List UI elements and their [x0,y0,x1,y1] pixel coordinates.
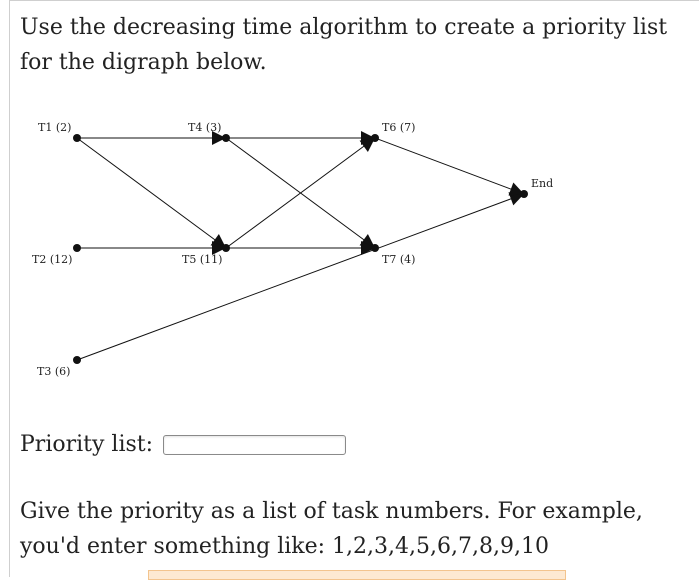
priority-row [20,430,346,460]
node-dot-t1 [73,134,81,142]
node-dot-t5 [222,244,230,252]
edge-layer [77,138,524,360]
question-text: Use the decreasing time algorithm to create a priority list for the digraph below. [20,15,668,75]
instructions-text: Give the priority as a list of task numbers. For example, you'd enter something like: 1,2,3,4,5,6,7,8,9,10 [20,499,643,559]
feedback-box [148,570,566,580]
node-dot-t3 [73,356,81,364]
node-label-t7: T7 (4) [382,253,416,266]
priority-list-label: Priority list: [20,432,154,457]
label-layer [32,121,553,378]
node-label-t3: T3 (6) [37,365,71,378]
node-label-t4: T4 (3) [188,121,222,134]
node-dot-t4 [222,134,230,142]
node-dot-t6 [371,134,379,142]
edge-t1-t5 [77,138,226,248]
edge-t3-end [77,194,524,360]
priority-list-input[interactable] [163,435,346,455]
edge-t6-end [375,138,524,194]
node-label-t2: T2 (12) [32,253,73,266]
node-label-end: End [531,177,554,190]
node-dot-t7 [371,244,379,252]
node-label-t6: T6 (7) [382,121,416,134]
node-label-t5: T5 (11) [182,253,223,266]
node-dot-end [520,190,528,198]
node-label-t1: T1 (2) [38,121,72,134]
node-layer [73,134,528,364]
node-dot-t2 [73,244,81,252]
